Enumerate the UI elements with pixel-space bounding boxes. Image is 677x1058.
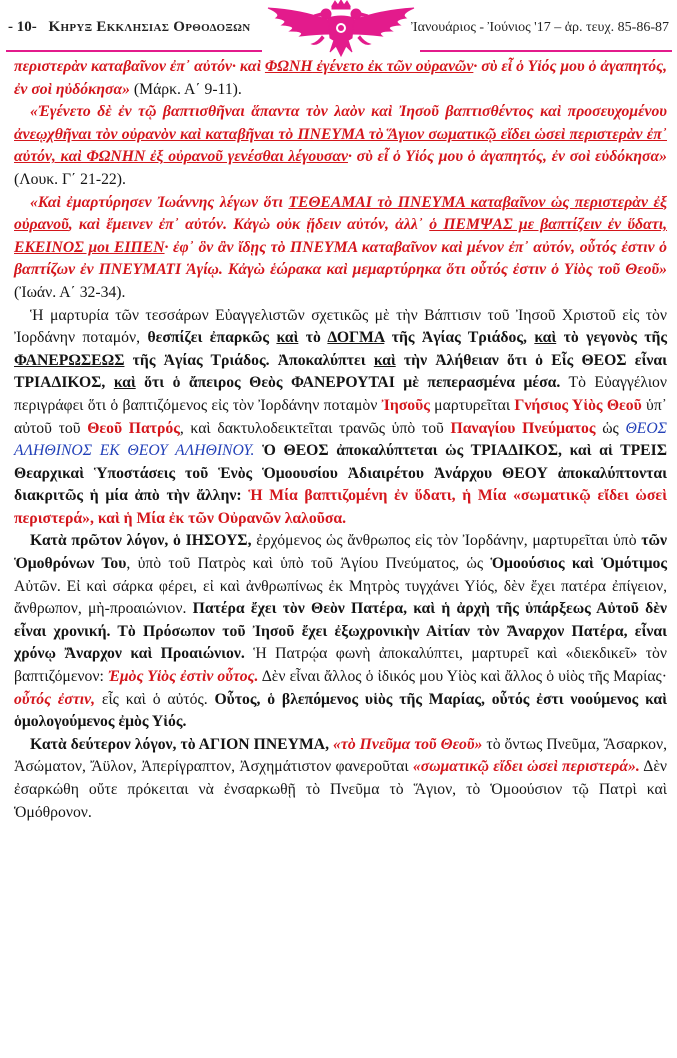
bold-text: Κατὰ δεύτερον λόγον, τὸ ΑΓΙΟΝ ΠΝΕΥΜΑ, bbox=[30, 735, 330, 753]
red-italic-text: «σωματικῷ εἴδει ὡσεὶ περιστερά». bbox=[412, 758, 640, 776]
bold-text: τὸ γεγονὸς τῆς bbox=[556, 329, 668, 347]
bold-text: θεσπίζει ἐπαρκῶς bbox=[147, 329, 277, 347]
red-italic-text: οὗτός ἐστιν, bbox=[14, 690, 96, 708]
underlined-text: καὶ bbox=[113, 374, 136, 392]
bold-text: Οὗτος, ὁ βλεπόμενος υἱὸς τῆς Μαρίας, οὗτός ἐστι νοούμενος καὶ ὁμολογούμενος ἐμὸς Υἱός. bbox=[14, 690, 667, 731]
underlined-text: καὶ bbox=[373, 351, 396, 369]
body-text: Ἡ μαρτυρία τῶν τεσσάρων Εὐαγγελιστῶν σχετικῶς μὲ τὴν Βάπτισιν τοῦ Ἰησοῦ Χριστοῦ εἰς τὸν Ἰορδάνην ποταμόν, bbox=[14, 306, 667, 347]
quote-text: περιστερὰν καταβαῖνον ἐπ᾽ αὐτόν· καὶ bbox=[14, 58, 265, 75]
red-italic-text: «τὸ Πνεῦμα τοῦ Θεοῦ» bbox=[329, 735, 483, 753]
paragraph-testimony bbox=[14, 305, 667, 531]
quote-text: · σὺ εἶ ὁ Υἱός μου ὁ ἀγαπητός, ἐν σοὶ ηὐδόκησα» bbox=[14, 58, 667, 98]
header-divider-left bbox=[6, 50, 262, 52]
page-number: - 10- bbox=[8, 19, 37, 35]
publication-title: Κηρυξ Εκκλησιας Ορθοδοξων bbox=[48, 19, 251, 35]
header-left bbox=[8, 19, 251, 36]
quote-text: , καὶ ἔμεινεν ἐπ᾽ αὐτόν. Κἀγὼ οὐκ ᾔδειν αὐτόν, ἀλλ᾽ bbox=[68, 216, 430, 234]
body-text: Αὐτῶν. Εἰ καὶ σάρκα φέρει, εἰ καὶ ἀνθρωπίνως ἐκ Μητρὸς τυγχάνει Υἱός, δὲν ἔχει πατέρα ἐπίγειον, ἄνθρωπον, μὴ-προαιώνιον. bbox=[14, 577, 667, 618]
bold-text: ὅτι ὁ ἄπειρος Θεὸς ΦΑΝΕΡΟΥΤΑΙ μὲ πεπερασμένα μέσα. bbox=[135, 374, 561, 392]
scripture-reference: (Λουκ. Γ΄ 21-22). bbox=[14, 170, 126, 188]
quote-emphasis: ΤΕΘΕΑΜΑΙ τὸ ΠΝΕΥΜΑ καταβαῖνον ὡς περιστερὰν ἐξ οὐρανοῦ bbox=[14, 193, 667, 234]
bold-text: τῶν Ὁμοθρόνων Του bbox=[14, 532, 667, 573]
paragraph-second-reason bbox=[14, 734, 667, 824]
red-bold-text: Θεοῦ Πατρός bbox=[87, 419, 180, 437]
bold-text: Ὁμοούσιος καὶ Ὁμότιμος bbox=[490, 555, 667, 573]
quote-emphasis: ὁ ΠΕΜΨΑΣ με βαπτίζειν ἐν ὕδατι, ΕΚΕΙΝΟΣ μοι ΕΙΠΕΝ bbox=[14, 216, 668, 256]
body-text: , καὶ δακτυλοδεικτεῖται τρανῶς ὑπὸ τοῦ bbox=[179, 419, 451, 437]
body-text: , ὑπὸ τοῦ Πατρὸς καὶ ὑπὸ τοῦ Ἁγίου Πνεύματος, ὡς bbox=[126, 555, 491, 573]
red-bold-text: Ἰησοῦς bbox=[381, 396, 430, 414]
quote-text: «Ἐγένετο δὲ ἐν τῷ βαπτισθῆναι ἅπαντα τὸν λαὸν καὶ Ἰησοῦ βαπτισθέντος καὶ προσευχομένου bbox=[30, 103, 667, 121]
quote-text: · σὺ εἶ ὁ Υἱός μου ὁ ἀγαπητός, ἐν σοὶ εὐδόκησα» bbox=[347, 148, 668, 166]
red-bold-text: Παναγίου Πνεύματος bbox=[450, 419, 596, 437]
body-text: ὡς bbox=[595, 419, 626, 437]
underlined-text: ΦΑΝΕΡΩΣΕΩΣ bbox=[14, 351, 125, 369]
blue-italic-text: ΘΕΟΣ ΑΛΗΘΙΝΟΣ ΕΚ ΘΕΟΥ ΑΛΗΘΙΝΟΥ. bbox=[14, 419, 668, 460]
scripture-reference: (Μάρκ. Α΄ 9-11). bbox=[129, 80, 242, 98]
body-text: ὑπ᾽ αὐτοῦ τοῦ bbox=[14, 396, 667, 437]
page-header bbox=[0, 0, 677, 62]
paragraph-first-reason bbox=[14, 530, 667, 733]
bold-text: τῆς Ἁγίας Τριάδος. Ἀποκαλύπτει bbox=[124, 351, 374, 369]
body-text: εἷς καὶ ὁ αὐτός. bbox=[95, 690, 215, 708]
body-text: Δὲν εἶναι ἄλλος ὁ ἰδικός μου Υἱὸς καὶ ἄλλος ὁ υἱὸς τῆς Μαρίας· bbox=[258, 668, 667, 686]
quote-emphasis: ΦΩΝΗ bbox=[264, 58, 313, 75]
body-text: Δὲν ἐσαρκώθη οὔτε πρόκειται νὰ ἐνσαρκωθῇ τὸ Πνεῦμα τὸ Ἅγιον, τὸ Ὁμοούσιον τῷ Πατρὶ καὶ Ὁμόθρονον. bbox=[14, 758, 668, 821]
bold-text: Πατέρα ἔχει τὸν Θεὸν Πατέρα, καὶ ἡ ἀρχὴ τῆς ὑπάρξεως Αὐτοῦ δὲν εἶναι χρονική. Τὸ Πρόσωπον τοῦ Ἰησοῦ ἔχει ἐξωχρονικὴν Αἰτίαν τὸν Ἄναρχον Πατέρα, εἶναι χρόνῳ Ἄναρχον καὶ Προαιώνιον. bbox=[14, 600, 667, 663]
bold-text: Ὁ ΘΕΟΣ ἀποκαλύπτεται ὡς ΤΡΙΑΔΙΚΟΣ, καὶ αἱ ΤΡΕΙΣ Θεαρχικαὶ Ὑποστάσεις τοῦ Ἑνὸς Ὁμοουσίου Ἀδιαιρέτου Ἀνάρχου ΘΕΟΥ ἀποκαλύπτονται διακριτῶς ἡ μία ἀπὸ τὴν ἄλλην: bbox=[14, 442, 667, 505]
header-divider-right bbox=[420, 50, 672, 52]
quote-text: · ἐφ᾽ ὃν ἂν ἴδῃς τὸ ΠΝΕΥΜΑ καταβαῖνον καὶ μένον ἐπ᾽ αὐτόν, οὗτός ἐστιν ὁ βαπτίζων ἐν ΠΝΕΥΜΑΤΙ Ἁγίῳ. Κἀγὼ ἑώρακα καὶ μεμαρτύρηκα ὅτι οὗτός ἐστιν ὁ Υἱὸς τοῦ Θεοῦ» bbox=[14, 238, 667, 279]
underlined-text: καὶ bbox=[276, 329, 299, 347]
article-body bbox=[14, 56, 667, 824]
body-text: ἐρχόμενος ὡς ἄνθρωπος εἰς τὸν Ἰορδάνην, μαρτυρεῖται ὑπὸ bbox=[251, 532, 642, 550]
quote-mark bbox=[14, 56, 667, 101]
body-text: Ἡ Πατρῴα φωνὴ ἀποκαλύπτει, μαρτυρεῖ καὶ «διεκδικεῖ» τὸν βαπτιζόμενον: bbox=[14, 645, 667, 686]
double-headed-eagle-icon bbox=[262, 0, 420, 60]
quote-john bbox=[14, 192, 667, 305]
body-text: μαρτυρεῖται bbox=[429, 396, 515, 414]
issue-info: Ἰανουάριος - Ἰούνιος '17 – ἀρ. τευχ. 85-86-87 bbox=[411, 20, 669, 35]
underlined-text: καὶ bbox=[534, 329, 557, 347]
quote-luke bbox=[14, 101, 667, 191]
body-text: τὸ ὄντως Πνεῦμα, Ἄσαρκον, Ἀσώματον, Ἄϋλον, Ἀπερίγραπτον, Ἀσχημάτιστον φανεροῦται bbox=[14, 735, 667, 776]
red-bold-text: Ἡ Μία βαπτιζομένη ἐν ὕδατι, ἡ Μία «σωματικῷ εἴδει ὡσεὶ περιστερά», καὶ ἡ Μία ἐκ τῶν Οὐρανῶν λαλοῦσα. bbox=[14, 487, 668, 527]
quote-emphasis: ἀνεῳχθῆναι τὸν οὐρανὸν καὶ καταβῆναι τὸ ΠΝΕΥΜΑ τὸ Ἅγιον σωματικῷ εἴδει ὡσεὶ περιστερὰν ἐπ᾽ αὐτόν, καὶ ΦΩΝΗΝ ἐξ οὐρανοῦ γενέσθαι λέγουσαν bbox=[14, 125, 667, 166]
body-text: Τὸ Εὐαγγέλιον περιγράφει ὅτι ὁ βαπτιζόμενος εἰς τὸν Ἰορδάνην ποταμὸν bbox=[14, 374, 667, 414]
bold-text: τὸ bbox=[298, 329, 328, 347]
red-italic-text: Ἐμὸς Υἱὸς ἐστὶν οὗτος. bbox=[107, 668, 259, 686]
scripture-reference: (Ἰωάν. Α΄ 32-34). bbox=[14, 283, 126, 301]
quote-emphasis: ἐγένετο ἐκ τῶν οὐρανῶν bbox=[312, 58, 474, 75]
bold-text: Κατὰ πρῶτον λόγον, ὁ ΙΗΣΟΥΣ, bbox=[30, 532, 252, 550]
bold-text: τὴν Ἀλήθειαν ὅτι ὁ Εἷς ΘΕΟΣ εἶναι ΤΡΙΑΔΙΚΟΣ, bbox=[14, 351, 667, 392]
red-bold-text: Γνήσιος Υἱὸς Θεοῦ bbox=[514, 396, 642, 414]
quote-text: «Καὶ ἐμαρτύρησεν Ἰωάννης λέγων ὅτι bbox=[30, 193, 289, 211]
bold-text: τῆς Ἁγίας Τριάδος, bbox=[384, 329, 535, 347]
underlined-text: ΔΟΓΜΑ bbox=[327, 329, 385, 347]
